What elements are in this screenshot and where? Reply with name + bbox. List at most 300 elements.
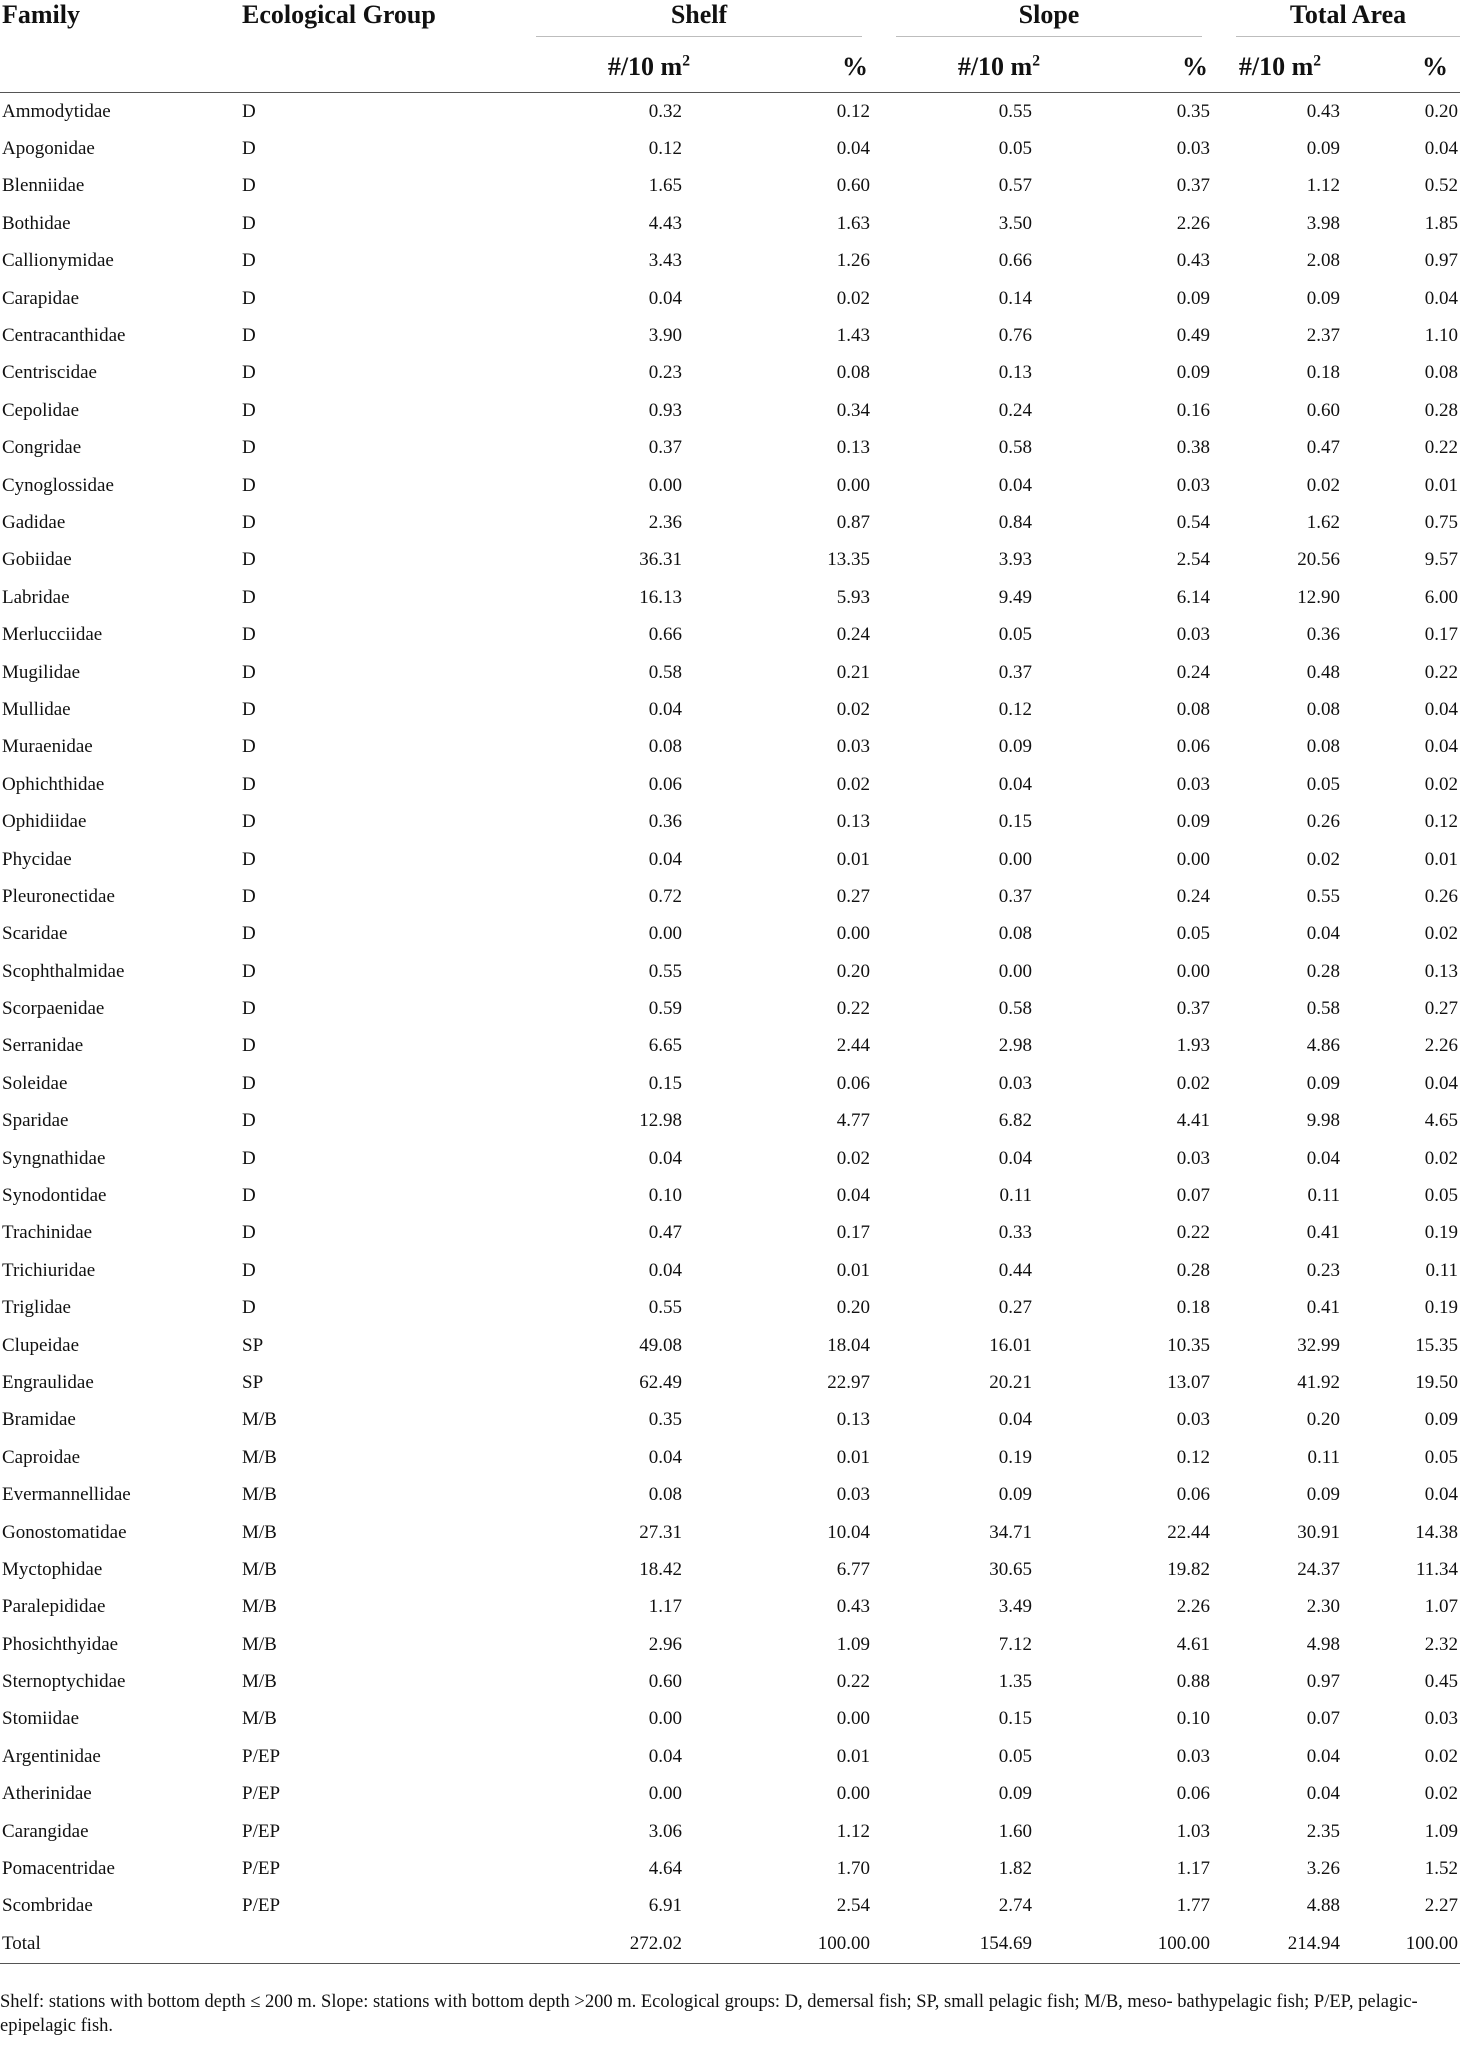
row-family: Congridae [2,437,82,459]
row-shelf-percent: 0.12 [836,100,870,122]
row-slope-percent: 0.03 [1176,138,1210,160]
row-total-percent: 0.04 [1424,698,1459,720]
row-shelf-density: 0.35 [648,1409,682,1431]
row-slope-density: 2.74 [998,1895,1032,1917]
row-group: D [242,175,256,197]
row-shelf-density: 0.08 [648,736,682,758]
row-family: Pleuronectidae [2,885,115,907]
row-total-percent: 0.22 [1424,661,1459,683]
table-row [0,1888,1460,1925]
row-slope-percent: 0.28 [1176,1259,1210,1281]
row-slope-percent: 0.12 [1176,1446,1210,1468]
row-shelf-percent: 0.22 [836,998,870,1020]
row-family: Scaridae [2,923,68,945]
table-row [0,1476,1460,1513]
density-sup: 2 [682,52,690,70]
row-family: Mullidae [2,698,71,720]
table-row [0,1402,1460,1439]
row-shelf-percent: 0.02 [836,1147,870,1169]
row-family: Carangidae [2,1820,89,1842]
row-slope-density: 16.01 [989,1334,1032,1356]
row-total-density: 24.37 [1297,1558,1340,1580]
row-family: Syngnathidae [2,1147,106,1169]
header-shelf-density [520,42,720,93]
row-total-density: 3.98 [1306,212,1340,234]
table-row [0,654,1460,691]
row-shelf-percent: 18.04 [827,1334,870,1356]
row-shelf-density: 62.49 [639,1371,682,1393]
row-shelf-density: 3.90 [648,325,682,347]
row-group: D [242,661,256,683]
row-group: P/EP [242,1783,281,1805]
row-shelf-percent: 0.01 [836,1446,870,1468]
row-shelf-percent: 13.35 [827,549,870,571]
row-family: Argentinidae [2,1745,101,1767]
row-family: Atherinidae [2,1783,92,1805]
row-slope-density: 9.49 [998,586,1032,608]
row-slope-percent: 4.41 [1176,1110,1210,1132]
row-total-density: 0.55 [1306,885,1340,907]
row-family: Merlucciidae [2,624,103,646]
table-row [0,616,1460,653]
header-spacer [0,42,240,93]
row-total-density: 0.47 [1306,437,1340,459]
row-shelf-density: 0.04 [648,1259,682,1281]
row-total-density: 0.07 [1306,1708,1340,1730]
header-slope [880,0,1220,42]
row-shelf-density: 0.66 [648,624,682,646]
row-total-density: 0.28 [1306,960,1340,982]
row-total-density: 0.41 [1306,1222,1340,1244]
row-total-density: 20.56 [1297,549,1340,571]
row-total-density: 9.98 [1306,1110,1340,1132]
row-shelf-percent: 0.04 [836,138,870,160]
row-total-density: 0.23 [1306,1259,1340,1281]
row-family: Blenniidae [2,175,85,197]
row-shelf-density: 0.04 [648,1745,682,1767]
row-total-percent: 0.04 [1424,1484,1459,1506]
row-family: Pomacentridae [2,1858,115,1880]
row-slope-density: 0.57 [998,175,1032,197]
row-total-percent: 0.02 [1424,773,1459,795]
row-group: P/EP [242,1895,281,1917]
table-row [0,1327,1460,1364]
row-family: Ammodytidae [2,100,111,122]
table-row [0,916,1460,953]
table-footnote [0,1990,1460,2038]
row-family: Labridae [2,586,70,608]
row-slope-density: 0.04 [998,1147,1032,1169]
row-shelf-percent: 0.02 [836,773,870,795]
row-total-density: 0.04 [1306,1745,1340,1767]
row-slope-percent: 0.03 [1176,1745,1210,1767]
header-shelf-label: Shelf [536,0,862,37]
row-total-percent: 0.22 [1424,437,1459,459]
row-shelf-density: 0.58 [648,661,682,683]
row-shelf-density: 0.36 [648,811,682,833]
table-row [0,205,1460,242]
row-slope-percent: 10.35 [1167,1334,1210,1356]
row-slope-density: 0.33 [998,1222,1032,1244]
row-shelf-percent: 1.70 [836,1858,870,1880]
row-shelf-percent: 22.97 [827,1371,870,1393]
row-slope-density: 0.58 [998,998,1032,1020]
row-slope-density: 0.12 [998,698,1032,720]
row-family: Engraulidae [2,1371,94,1393]
row-family: Centriscidae [2,362,97,384]
row-shelf-density: 0.47 [648,1222,682,1244]
row-group: SP [242,1371,264,1393]
row-shelf-density: 0.04 [648,1446,682,1468]
row-total-density: 0.09 [1306,1484,1340,1506]
row-slope-density: 0.76 [998,325,1032,347]
row-shelf-density: 27.31 [639,1521,682,1543]
row-slope-percent: 1.77 [1176,1895,1210,1917]
table-row [0,1252,1460,1289]
row-group: D [242,736,256,758]
row-slope-density: 1.82 [998,1858,1032,1880]
row-shelf-percent: 0.02 [836,287,870,309]
row-group: D [242,287,256,309]
row-slope-percent: 0.00 [1176,960,1210,982]
row-family: Clupeidae [2,1334,80,1356]
row-total-percent: 0.02 [1424,1147,1459,1169]
row-family: Trachinidae [2,1222,93,1244]
row-family: Stomiidae [2,1708,80,1730]
table-row [0,1514,1460,1551]
row-slope-density: 0.55 [998,100,1032,122]
row-group: D [242,1185,256,1207]
row-shelf-density: 0.00 [648,1708,682,1730]
header-total-density [1220,42,1340,93]
row-total-percent: 1.85 [1424,212,1459,234]
row-slope-density: 0.24 [998,399,1032,421]
row-slope-density: 3.93 [998,549,1032,571]
row-shelf-percent: 0.00 [836,923,870,945]
row-slope-density: 0.58 [998,437,1032,459]
row-group: D [242,100,256,122]
row-shelf-percent: 0.00 [836,474,870,496]
table-row [0,430,1460,467]
row-slope-percent: 0.38 [1176,437,1210,459]
row-shelf-percent: 0.01 [836,848,870,870]
row-family: Triglidae [2,1297,71,1319]
row-total-percent: 0.08 [1424,362,1459,384]
row-total-percent: 0.04 [1424,1072,1459,1094]
row-slope-density: 0.09 [998,1484,1032,1506]
row-group: D [242,1110,256,1132]
row-total-density: 2.35 [1306,1820,1340,1842]
header-shelf-percent: % [720,42,880,93]
row-total-density: 41.92 [1297,1371,1340,1393]
row-shelf-percent: 0.00 [836,1783,870,1805]
row-shelf-density: 1.65 [648,175,682,197]
row-total-percent: 0.11 [1425,1259,1459,1281]
row-total-density: 12.90 [1297,586,1340,608]
row-shelf-density: 0.15 [648,1072,682,1094]
row-total-density: 0.18 [1306,362,1340,384]
row-slope-percent: 0.00 [1176,848,1210,870]
row-total-density: 0.04 [1306,923,1340,945]
row-slope-percent: 1.03 [1176,1820,1210,1842]
row-total-density: 0.09 [1306,287,1340,309]
row-group: M/B [242,1521,277,1543]
row-shelf-percent: 0.03 [836,736,870,758]
row-shelf-percent: 2.54 [836,1895,870,1917]
row-family: Apogonidae [2,138,95,160]
row-group: D [242,250,256,272]
row-total-percent: 0.05 [1424,1446,1459,1468]
row-total-density: 0.04 [1306,1783,1340,1805]
row-shelf-percent: 0.06 [836,1072,870,1094]
row-shelf-density: 16.13 [639,586,682,608]
row-shelf-percent: 0.13 [836,811,870,833]
row-slope-density: 0.04 [998,773,1032,795]
row-group: M/B [242,1558,277,1580]
row-slope-percent: 0.02 [1176,1072,1210,1094]
row-slope-density: 0.05 [998,624,1032,646]
row-shelf-percent: 0.43 [836,1596,870,1618]
row-slope-density: 30.65 [989,1558,1032,1580]
row-slope-percent: 0.37 [1176,175,1210,197]
row-total-percent: 1.07 [1424,1596,1459,1618]
row-family: Centracanthidae [2,325,126,347]
total-area-percent: 100.00 [1340,1925,1460,1963]
row-total-density: 30.91 [1297,1521,1340,1543]
row-family: Muraenidae [2,736,93,758]
row-total-percent: 0.01 [1424,474,1459,496]
table-row [0,1364,1460,1401]
row-family: Bothidae [2,212,71,234]
row-shelf-density: 0.10 [648,1185,682,1207]
row-slope-density: 0.37 [998,885,1032,907]
row-slope-percent: 0.06 [1176,736,1210,758]
total-slope-percent: 100.00 [1070,1925,1220,1963]
row-total-density: 0.02 [1306,848,1340,870]
row-slope-density: 0.09 [998,1783,1032,1805]
row-total-percent: 4.65 [1424,1110,1459,1132]
row-group: M/B [242,1409,277,1431]
row-total-percent: 19.50 [1415,1371,1459,1393]
row-group: D [242,212,256,234]
row-slope-percent: 0.06 [1176,1484,1210,1506]
row-group: P/EP [242,1820,281,1842]
row-shelf-density: 0.72 [648,885,682,907]
row-total-percent: 0.52 [1424,175,1459,197]
total-shelf-density: 272.02 [520,1925,720,1963]
row-shelf-percent: 0.04 [836,1185,870,1207]
row-slope-density: 0.66 [998,250,1032,272]
row-total-density: 0.08 [1306,698,1340,720]
table-row [0,1551,1460,1588]
density-sup: 2 [1313,52,1322,70]
row-slope-percent: 0.08 [1176,698,1210,720]
table-header [0,0,1460,93]
row-shelf-density: 49.08 [639,1334,682,1356]
row-slope-percent: 1.17 [1176,1858,1210,1880]
header-family: Family [2,0,80,29]
table-row [0,803,1460,840]
row-total-density: 2.37 [1306,325,1340,347]
row-total-density: 4.88 [1306,1895,1340,1917]
row-group: D [242,325,256,347]
row-slope-percent: 0.09 [1176,362,1210,384]
table-row [0,355,1460,392]
row-shelf-density: 1.17 [648,1596,682,1618]
row-slope-density: 0.09 [998,736,1032,758]
row-shelf-density: 3.06 [648,1820,682,1842]
row-shelf-density: 4.64 [648,1858,682,1880]
row-group: D [242,1035,256,1057]
row-group: D [242,698,256,720]
row-slope-percent: 0.07 [1176,1185,1210,1207]
row-total-density: 32.99 [1297,1334,1340,1356]
row-slope-percent: 0.54 [1176,511,1210,533]
total-group [240,1925,520,1963]
row-group: P/EP [242,1745,281,1767]
row-total-percent: 0.26 [1424,885,1459,907]
row-shelf-percent: 0.13 [836,1409,870,1431]
row-shelf-density: 2.36 [648,511,682,533]
table-row [0,1589,1460,1626]
row-slope-density: 0.04 [998,1409,1032,1431]
row-slope-density: 6.82 [998,1110,1032,1132]
row-slope-percent: 0.88 [1176,1671,1210,1693]
row-slope-percent: 0.16 [1176,399,1210,421]
row-family: Synodontidae [2,1185,107,1207]
row-total-density: 0.08 [1306,736,1340,758]
row-total-percent: 0.04 [1424,287,1459,309]
row-shelf-density: 0.55 [648,960,682,982]
row-total-percent: 11.34 [1415,1558,1459,1580]
row-family: Scombridae [2,1895,93,1917]
row-total-percent: 2.27 [1424,1895,1459,1917]
row-group: D [242,474,256,496]
row-family: Soleidae [2,1072,68,1094]
row-family: Scorpaenidae [2,998,105,1020]
header-slope-percent: % [1070,42,1220,93]
row-slope-density: 34.71 [989,1521,1032,1543]
row-family: Caproidae [2,1446,81,1468]
row-slope-density: 0.00 [998,848,1032,870]
row-family: Evermannellidae [2,1484,131,1506]
row-shelf-percent: 2.44 [836,1035,870,1057]
row-total-percent: 0.97 [1424,250,1459,272]
row-total-density: 0.09 [1306,138,1340,160]
row-shelf-density: 36.31 [639,549,682,571]
row-shelf-percent: 1.09 [836,1633,870,1655]
header-slope-density [880,42,1070,93]
row-slope-density: 0.14 [998,287,1032,309]
row-shelf-density: 0.04 [648,1147,682,1169]
row-slope-density: 1.60 [998,1820,1032,1842]
row-shelf-percent: 0.21 [836,661,870,683]
row-total-density: 0.11 [1307,1185,1340,1207]
table-row [0,168,1460,205]
row-shelf-density: 2.96 [648,1633,682,1655]
row-shelf-density: 0.04 [648,287,682,309]
row-total-percent: 0.27 [1424,998,1459,1020]
row-total-percent: 0.28 [1424,399,1459,421]
row-slope-density: 0.05 [998,1745,1032,1767]
row-group: D [242,138,256,160]
row-shelf-density: 0.37 [648,437,682,459]
row-group: D [242,399,256,421]
row-shelf-percent: 0.03 [836,1484,870,1506]
row-group: D [242,885,256,907]
row-slope-density: 0.00 [998,960,1032,982]
density-label: #/10 m [1238,52,1314,81]
table-body [0,93,1460,1964]
table-row [0,243,1460,280]
row-total-percent: 0.05 [1424,1185,1459,1207]
row-shelf-percent: 0.17 [836,1222,870,1244]
table-row [0,953,1460,990]
row-slope-percent: 22.44 [1167,1521,1210,1543]
row-family: Ophidiidae [2,811,87,833]
row-shelf-density: 0.60 [648,1671,682,1693]
table-row [0,1290,1460,1327]
row-shelf-density: 0.00 [648,474,682,496]
row-slope-percent: 0.05 [1176,923,1210,945]
row-slope-density: 0.03 [998,1072,1032,1094]
header-total-percent: % [1340,42,1460,93]
row-group: D [242,437,256,459]
row-group: M/B [242,1446,277,1468]
row-shelf-density: 0.32 [648,100,682,122]
row-shelf-percent: 0.87 [836,511,870,533]
row-total-density: 0.58 [1306,998,1340,1020]
row-slope-density: 0.44 [998,1259,1032,1281]
row-group: M/B [242,1671,277,1693]
table-row [0,1776,1460,1813]
row-family: Mugilidae [2,661,81,683]
row-total-density: 0.02 [1306,474,1340,496]
row-shelf-percent: 1.26 [836,250,870,272]
row-shelf-percent: 0.01 [836,1745,870,1767]
row-group: D [242,1222,256,1244]
row-slope-percent: 0.24 [1176,661,1210,683]
row-family: Bramidae [2,1409,76,1431]
row-slope-density: 0.84 [998,511,1032,533]
row-shelf-density: 6.91 [648,1895,682,1917]
row-slope-density: 0.04 [998,474,1032,496]
row-group: D [242,1259,256,1281]
row-family: Phosichthyidae [2,1633,119,1655]
row-slope-percent: 0.03 [1176,773,1210,795]
row-slope-density: 0.08 [998,923,1032,945]
row-total-density: 0.36 [1306,624,1340,646]
row-shelf-density: 0.93 [648,399,682,421]
row-group: D [242,923,256,945]
row-shelf-percent: 0.02 [836,698,870,720]
row-group: M/B [242,1633,277,1655]
row-slope-density: 0.05 [998,138,1032,160]
density-sup: 2 [1032,52,1040,70]
table-row [0,130,1460,167]
row-shelf-percent: 10.04 [827,1521,870,1543]
row-total-density: 4.98 [1306,1633,1340,1655]
row-shelf-density: 0.00 [648,923,682,945]
row-total-percent: 0.04 [1424,138,1459,160]
row-slope-percent: 0.03 [1176,1409,1210,1431]
row-total-percent: 1.10 [1424,325,1459,347]
header-ecological-group: Ecological Group [242,0,436,29]
row-family: Carapidae [2,287,80,309]
row-slope-density: 20.21 [989,1371,1032,1393]
table-row [0,1850,1460,1887]
row-total-density: 0.48 [1306,661,1340,683]
